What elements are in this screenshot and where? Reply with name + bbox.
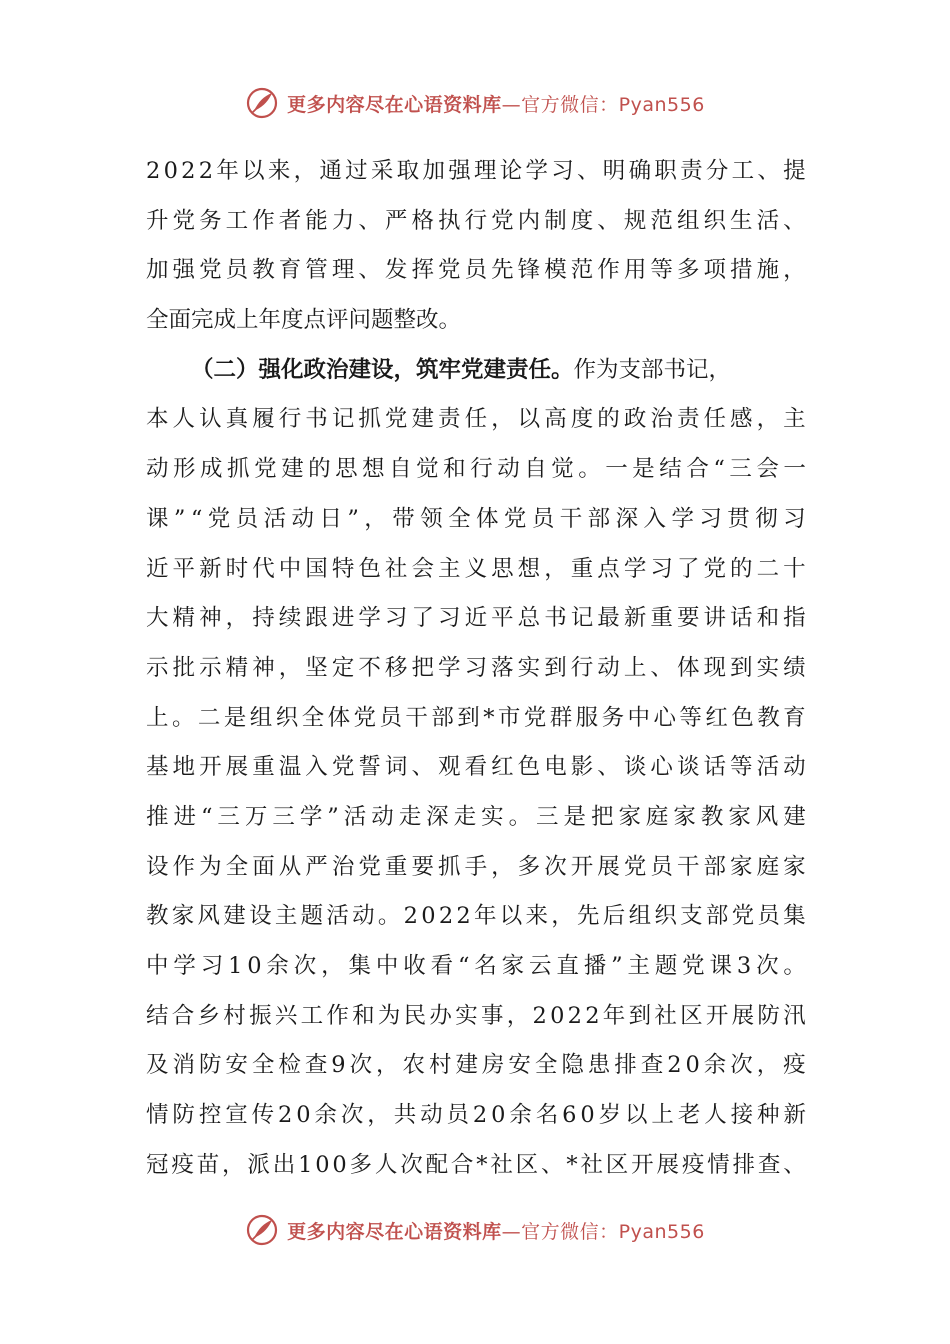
watermark-text (287, 1217, 705, 1244)
text-line: 冠 疫 苗 ， 派 出 1 0 0 多 人 次 配 合 * 社 区 、 * 社 区 开 展 疫 情 排 查 、 (146, 1151, 806, 1178)
text-line: 结 合 乡 村 振 兴 工 作 和 为 民 办 实 事 ， 2 0 2 2 年 到 社 区 开 展 防 汛 (146, 1002, 806, 1029)
feather-pen-logo-icon (245, 1213, 279, 1247)
text-line: 教 家 风 建 设 主 题 活 动 。 2 0 2 2 年 以 来 ， 先 后 组 织 支 部 党 员 集 (146, 903, 806, 930)
text-line: 加 强 党 员 教 育 管 理 、 发 挥 党 员 先 锋 模 范 作 用 等 多 项 措 施 ， (146, 257, 806, 284)
watermark-dash: — (501, 93, 522, 116)
footer-watermark (0, 1210, 950, 1250)
paragraph-1 (146, 147, 806, 346)
text-line: 情 防 控 宣 传 2 0 余 次 ， 共 动 员 2 0 余 名 6 0 岁 以 上 老 人 接 种 新 (146, 1102, 806, 1129)
text-line: 动 形 成 抓 党 建 的 思 想 自 觉 和 行 动 自 觉 。 一 是 结 合 “ 三 会 一 (146, 456, 806, 483)
section-heading: （二）强化政治建设，筑牢党建责任。 (191, 356, 574, 383)
text-line: 本 人 认 真 履 行 书 记 抓 党 建 责 任 ， 以 高 度 的 政 治 责 任 感 ， 主 (146, 406, 806, 433)
text-line: 设 作 为 全 面 从 严 治 党 重 要 抓 手 ， 多 次 开 展 党 员 干 部 家 庭 家 (146, 853, 806, 880)
text-line: 示 批 示 精 神 ， 坚 定 不 移 把 学 习 落 实 到 行 动 上 、 体 现 到 实 绩 (146, 654, 806, 681)
heading-line-rest: 作为支部书记， (573, 356, 732, 383)
text-line: 升 党 务 工 作 者 能 力 、 严 格 执 行 党 内 制 度 、 规 范 组 织 生 活 、 (146, 207, 806, 234)
text-line: 课 ” “ 党 员 活 动 日 ” ， 带 领 全 体 党 员 干 部 深 入 学 习 贯 彻 习 (146, 505, 806, 532)
text-line: 2 0 2 2 年 以 来 ， 通 过 采 取 加 强 理 论 学 习 、 明 确 职 责 分 工 、 提 (146, 158, 806, 184)
feather-pen-logo-icon (245, 86, 279, 120)
watermark-text (287, 90, 705, 117)
watermark-main: 更多内容尽在心语资料库 (287, 93, 502, 116)
text-line: 大 精 神 ， 持 续 跟 进 学 习 了 习 近 平 总 书 记 最 新 重 要 讲 话 和 指 (146, 605, 806, 632)
text-line: 基 地 开 展 重 温 入 党 誓 词 、 观 看 红 色 电 影 、 谈 心 谈 话 等 活 动 (146, 754, 806, 781)
text-line: 上 。 二 是 组 织 全 体 党 员 干 部 到 * 市 党 群 服 务 中 心 等 红 色 教 育 (146, 704, 806, 731)
text-line: 全面完成上年度点评问题整改。 (146, 307, 462, 334)
section-heading-line (146, 346, 806, 396)
text-line: 近 平 新 时 代 中 国 特 色 社 会 主 义 思 想 ， 重 点 学 习 了 党 的 二 十 (146, 555, 806, 582)
watermark-main: 更多内容尽在心语资料库 (287, 1220, 502, 1243)
text-line: 中 学 习 1 0 余 次 ， 集 中 收 看 “ 名 家 云 直 播 ” 主 题 党 课 3 次 。 (146, 953, 806, 979)
watermark-contact: 官方微信：Pyan556 (521, 93, 705, 116)
watermark-contact: 官方微信：Pyan556 (521, 1220, 705, 1243)
paragraph-2 (146, 346, 806, 1191)
header-watermark (0, 83, 950, 123)
text-line: 及 消 防 安 全 检 查 9 次 ， 农 村 建 房 安 全 隐 患 排 查 2 0 余 次 ， 疫 (146, 1052, 806, 1079)
text-line: 推 进 “ 三 万 三 学 ” 活 动 走 深 走 实 。 三 是 把 家 庭 家 教 家 风 建 (146, 803, 806, 830)
document-body (146, 147, 806, 1190)
watermark-dash: — (501, 1220, 522, 1243)
